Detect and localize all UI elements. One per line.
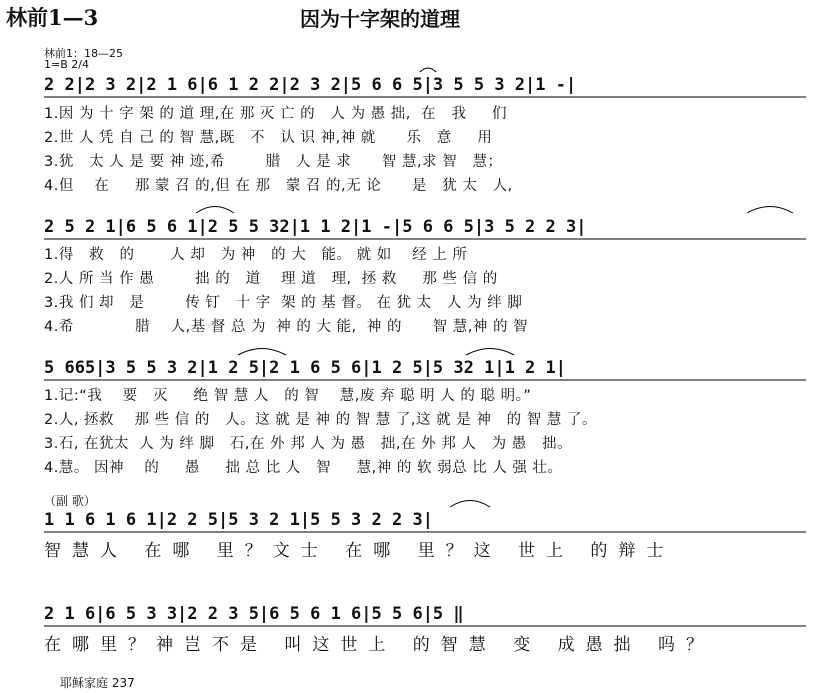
notation-line: 2 5 2 1|6 5 6 1|2 5 5 32|1 1 2|1 -|5 6 6 5|3 5 2 2 3| (44, 217, 587, 237)
lyric-line: 2.世 人 凭 自 己 的 智 慧,既 不 认 识 神,神 就 乐 意 用 (44, 130, 493, 146)
lyric-line: 4.希 腊 人,基 督 总 为 神 的 大 能, 神 的 智 慧,神 的 智 (44, 319, 529, 335)
song-code: 林前1—3 (6, 5, 99, 30)
song-title: 因为十字架的道理 (300, 7, 460, 31)
slur (450, 501, 490, 508)
lyric-line: 1.因 为 十 字 架 的 道 理,在 那 灭 亡 的 人 为 愚 拙, 在 我 们 (44, 106, 507, 122)
source-note: 耶稣家庭 237 (60, 676, 135, 690)
notation-line: 2 2|2 3 2|2 1 6|6 1 2 2|2 3 2|5 6 6 5|3 5 5 3 2|1 -| (44, 75, 577, 95)
lyric-line: 3.石, 在犹太 人 为 绊 脚 石,在 外 邦 人 为 愚 拙,在 外 邦 人 为 愚 拙。 (44, 436, 573, 452)
slur (747, 207, 793, 214)
lyric-line: 2.人 所 当 作 愚 拙 的 道 理 道 理, 拯 救 那 些 信 的 (44, 271, 498, 287)
notation-line: 5 665|3 5 5 3 2|1 2 5|2 1 6 5 6|1 2 5|5 32 1|1 2 1| (44, 358, 566, 378)
notation-line: 2 1 6|6 5 3 3|2 2 3 5|6 5 6 1 6|5 5 6|5 ‖ (44, 604, 464, 624)
lyric-line: 1.记:“我 要 灭 绝 智 慧 人 的 智 慧,废 弃 聪 明 人 的 聪 明。” (44, 388, 532, 404)
slur (238, 349, 286, 356)
lyric-line: 4.但 在 那 蒙 召 的,但 在 那 蒙 召 的,无 论 是 犹 太 人, (44, 178, 513, 194)
slur (466, 349, 514, 356)
lyric-line: 3.我 们 却 是 传 钉 十 字 架 的 基 督。 在 犹 太 人 为 绊 脚 (44, 295, 523, 311)
lyric-line: 1.得 救 的 人 却 为 神 的 大 能。 就 如 经 上 所 (44, 247, 468, 263)
lyric-line: 智慧人 在哪 里？文士 在哪 里？这 世上 的辩士 (44, 541, 675, 561)
fermata-arc (420, 68, 436, 72)
lyric-line: 4.慧。 因神 的 愚 拙 总 比 人 智 慧,神 的 软 弱总 比 人 强 壮。 (44, 460, 563, 476)
key-signature: 1=B 2/4 (44, 58, 89, 71)
lyric-line: 2.人, 拯救 那 些 信 的 人。这 就 是 神 的 智 慧 了,这 就 是 神 的 智 慧 了。 (44, 412, 597, 428)
chorus-label: （副 歌） (44, 494, 96, 508)
lyric-line: 在哪里？神岂不是 叫这世上 的智慧 变 成愚拙 吗？ (44, 635, 715, 655)
notation-line: 1 1 6 1 6 1|2 2 5|5 3 2 1|5 5 3 2 2 3| (44, 510, 433, 530)
lyric-line: 3.犹 太 人 是 要 神 迹,希 腊 人 是 求 智 慧,求 智 慧； (44, 154, 503, 170)
slur (196, 207, 234, 214)
scripture-reference: 林前1：18—25 (44, 47, 123, 60)
